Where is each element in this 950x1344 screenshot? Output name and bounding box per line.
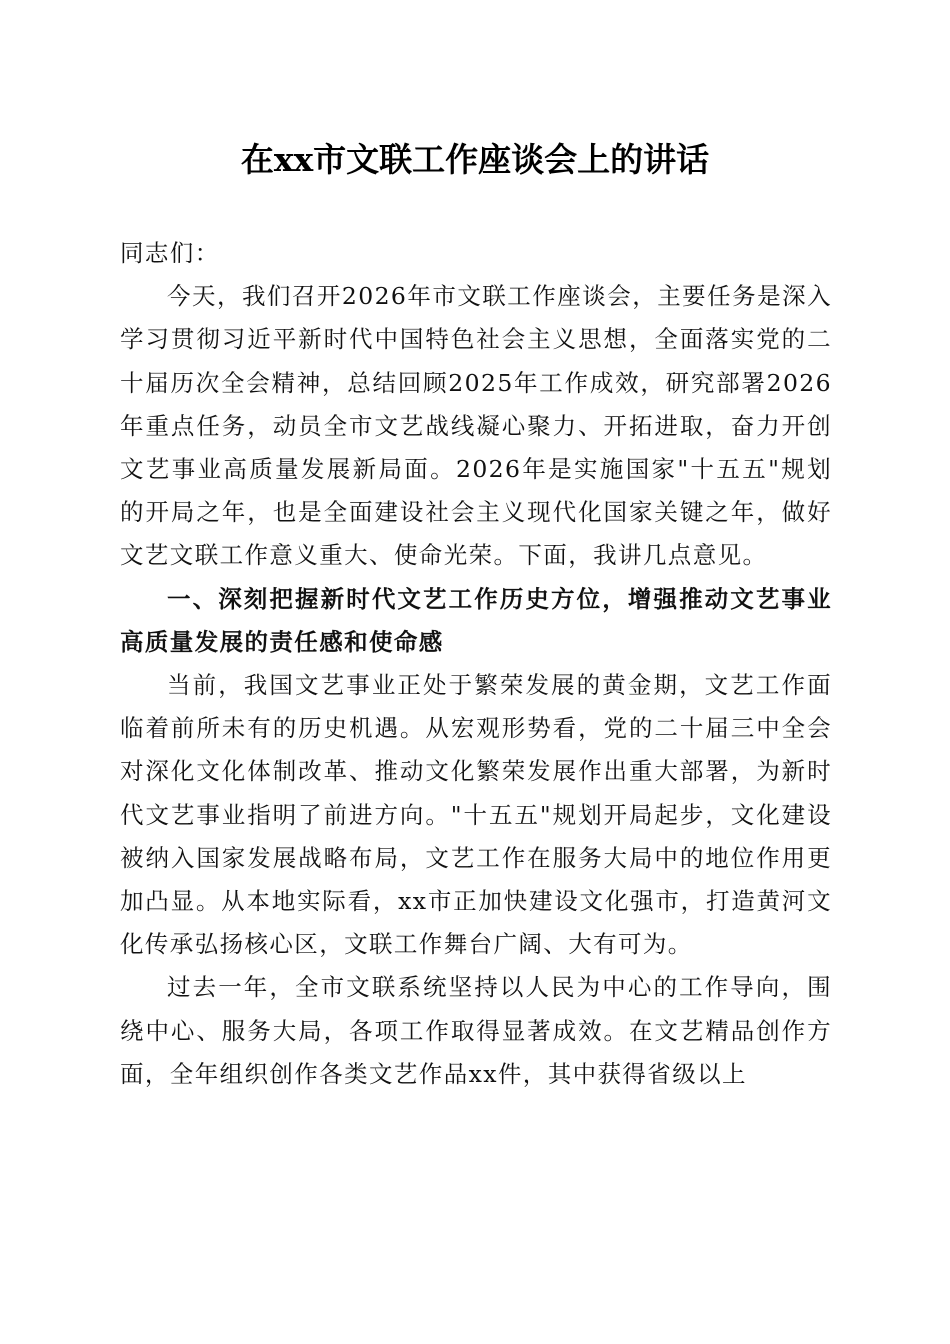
- paragraph-review: 过去一年，全市文联系统坚持以人民为中心的工作导向，围绕中心、服务大局，各项工作取得显著成效。在文艺精品创作方面，全年组织创作各类文艺作品xx件，其中获得省级以上: [120, 973, 832, 1088]
- salutation: 同志们：: [120, 239, 220, 267]
- page-title: 在xx市文联工作座谈会上的讲话: [240, 140, 710, 179]
- section-heading-1: 一、深刻把握新时代文艺工作历史方位，增强推动文艺事业高质量发展的责任感和使命感: [120, 584, 832, 656]
- paragraph-situation: 当前，我国文艺事业正处于繁荣发展的黄金期，文艺工作面临着前所未有的历史机遇。从宏观形势看，党的二十届三中全会对深化文化体制改革、推动文化繁荣发展作出重大部署，为新时代文艺事业指明了前进方向。"十五五"规划开局起步，文化建设被纳入国家发展战略布局，文艺工作在服务大局中的地位作用更加凸显。从本地实际看，xx市正加快建设文化强市，打造黄河文化传承弘扬核心区，文联工作舞台广阔、大有可为。: [120, 671, 832, 959]
- paragraph-intro: 今天，我们召开2026年市文联工作座谈会，主要任务是深入学习贯彻习近平新时代中国特色社会主义思想，全面落实党的二十届历次全会精神，总结回顾2025年工作成效，研究部署2026年重点任务，动员全市文艺战线凝心聚力、开拓进取，奋力开创文艺事业高质量发展新局面。2026年是实施国家"十五五"规划的开局之年，也是全面建设社会主义现代化国家关键之年，做好文艺文联工作意义重大、使命光荣。下面，我讲几点意见。: [120, 282, 832, 570]
- document-body: [120, 232, 832, 1096]
